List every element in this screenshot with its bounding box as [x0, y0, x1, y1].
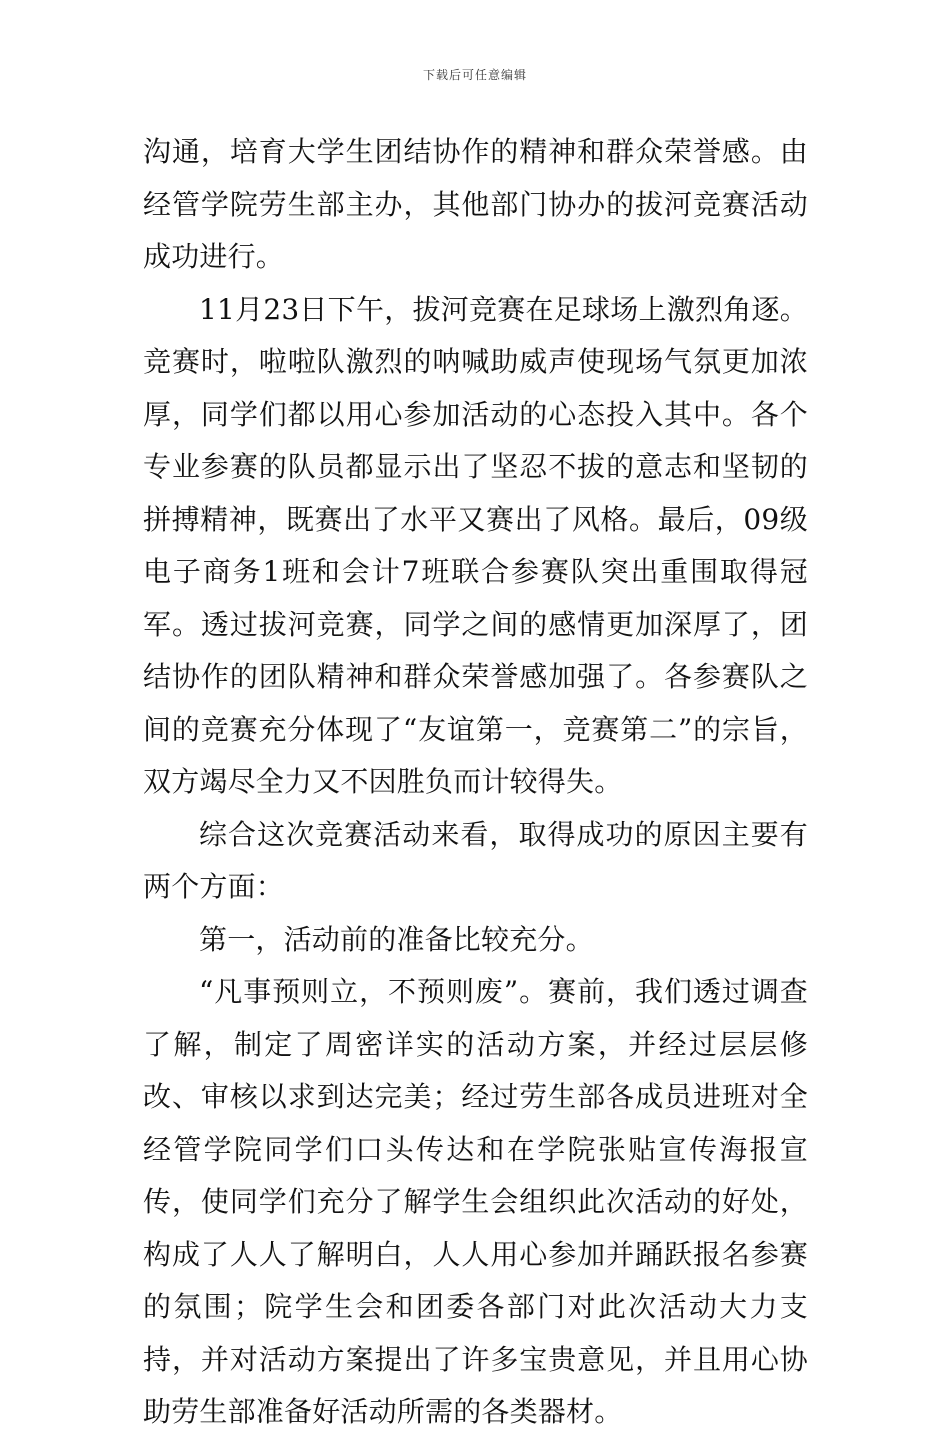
paragraph-2: 11月23日下午，拔河竞赛在足球场上激烈角逐。竞赛时，啦啦队激烈的呐喊助威声使现场气氛更加浓厚，同学们都以用心参加活动的心态投入其中。各个专业参赛的队员都显示出了坚忍不拔的意志和坚韧的拼搏精神，既赛出了水平又赛出了风格。最后，09级电子商务1班和会计7班联合参赛队突出重围取得冠军。透过拔河竞赛，同学之间的感情更加深厚了，团结协作的团队精神和群众荣誉感加强了。各参赛队之间的竞赛充分体现了“友谊第一，竞赛第二”的宗旨，双方竭尽全力又不因胜负而计较得失。 [143, 292, 808, 798]
paragraph-1: 沟通，培育大学生团结协作的精神和群众荣誉感。由经管学院劳生部主办，其他部门协办的拔河竞赛活动成功进行。 [143, 135, 808, 273]
page-header: 下载后可任意编辑 [422, 68, 527, 82]
document-body [143, 126, 808, 1439]
paragraph-4: 第一，活动前的准备比较充分。 [199, 922, 594, 956]
paragraph-5: “凡事预则立，不预则废”。赛前，我们透过调查了解，制定了周密详实的活动方案，并经过层层修改、审核以求到达完美；经过劳生部各成员进班对全经管学院同学们口头传达和在学院张贴宣传海报宣传，使同学们充分了解学生会组织此次活动的好处，构成了人人了解明白，人人用心参加并踊跃报名参赛的氛围；院学生会和团委各部门对此次活动大力支持，并对活动方案提出了许多宝贵意见，并且用心协助劳生部准备好活动所需的各类器材。 [143, 975, 809, 1428]
paragraph-3: 综合这次竞赛活动来看，取得成功的原因主要有两个方面： [143, 817, 808, 903]
